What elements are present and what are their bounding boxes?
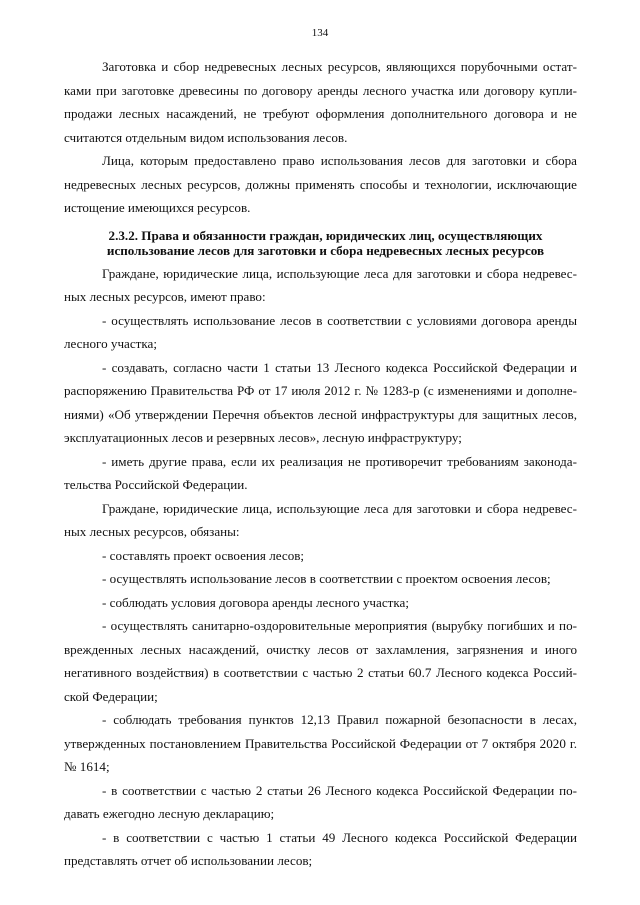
paragraph-residue-harvesting: Заготовка и сбор недревесных лесных ресурсов, являющихся порубочными остатками при заготовке древесины по договору аренды лесного участка или договору купли-продажи лесных насаждений, не требуют оформления дополнительного договора и не считаются отдельным видом использования лесов. [64,59,577,145]
section-heading: 2.3.2. Права и обязанности граждан, юридических лиц, осуществляющих использование лесов для заготовки и сбора недревесных лесных ресурсов [106,227,545,258]
obligations-item-report: - в соответствии с частью 1 статьи 49 Лесного кодекса Российской Федерации представлять отчет об использовании лесов; [64,829,577,868]
obligations-item-declaration: - в соответствии с частью 2 статьи 26 Лесного кодекса Российской Федерации подавать ежегодно лесную декларацию; [64,782,577,821]
rights-item-lease-use: - осуществлять использование лесов в соответствии с условиями договора аренды лесного участка; [64,312,577,351]
paragraph-resource-depletion: Лица, которым предоставлено право использования лесов для заготовки и сбора недревесных лесных ресурсов, должны применять способы и технологии, исключающие истощение имеющихся ресурсов. [64,153,577,215]
rights-item-other-rights: - иметь другие права, если их реализация не противоречит требованиям законодательства Российской Федерации. [64,453,577,492]
rights-intro: Граждане, юридические лица, использующие леса для заготовки и сбора недревесных лесных ресурсов, имеют право: [64,265,577,304]
obligations-intro: Граждане, юридические лица, использующие леса для заготовки и сбора недревесных лесных ресурсов, обязаны: [64,500,577,539]
page-number: 134 [311,27,329,39]
page-body [64,55,577,873]
obligations-item-project: - составлять проект освоения лесов; [102,547,305,563]
obligations-item-project-use: - осуществлять использование лесов в соответствии с проектом освоения лесов; [102,571,551,586]
rights-item-infrastructure: - создавать, согласно части 1 статьи 13 Лесного кодекса Российской Федерации и распоряжению Правительства РФ от 17 июля 2012 г. № 1283-р (с изменениями и дополнениями) «Об утверждении Перечня объектов лесной инфраструктуры для защитных лесов, эксплуатационных лесов и резервных лесов», лесную инфраструктуру; [64,359,577,445]
obligations-item-lease-terms: - соблюдать условия договора аренды лесного участка; [102,594,409,610]
obligations-item-sanitary: - осуществлять санитарно-оздоровительные мероприятия (вырубку погибших и поврежденных лесных насаждений, очистку лесов от захламления, загрязнения и иного негативного воздействия) в соответствии с частью 2 статьи 60.7 Лесного кодекса Российской Федерации; [64,618,577,704]
obligations-item-fire-safety: - соблюдать требования пунктов 12,13 Правил пожарной безопасности в лесах, утвержденных постановлением Правительства Российской Федерации от 7 октября 2020 г. № 1614; [64,712,577,774]
